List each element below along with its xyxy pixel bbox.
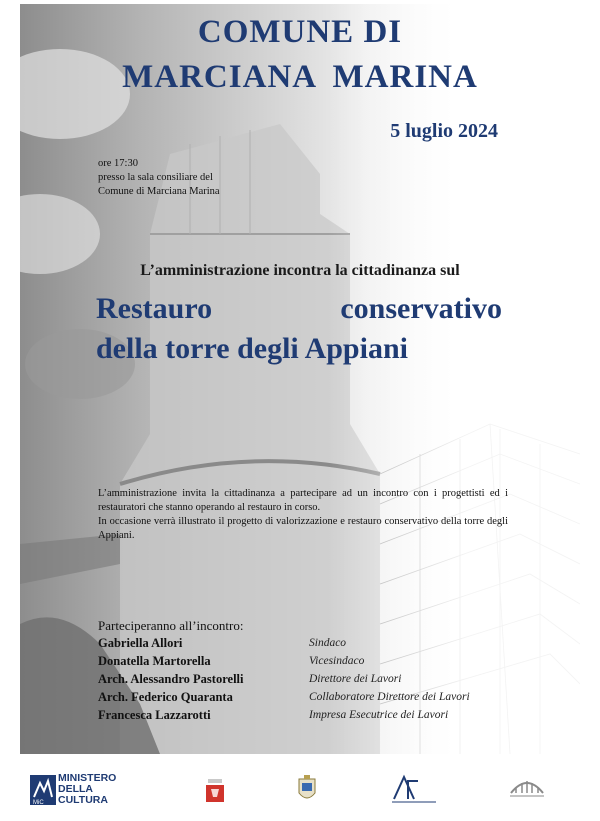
venue-line-2: Comune di Marciana Marina xyxy=(98,186,220,197)
participant-row xyxy=(98,672,518,690)
participant-row xyxy=(98,708,518,726)
event-date: 5 luglio 2024 xyxy=(390,120,498,142)
participant-row xyxy=(98,654,518,672)
description-paragraph-1: L’amministrazione invita la cittadinanza a partecipare ad un incontro con i progettisti ed i restauratori che stanno operando al restauro in corso. xyxy=(98,488,508,513)
venue-block xyxy=(98,157,220,199)
architetto-pastorelli-logo xyxy=(390,773,438,805)
participant-name: Francesca Lazzarotti xyxy=(98,708,211,722)
poster xyxy=(20,4,580,754)
mic-mark-text: MiC xyxy=(33,800,44,805)
participant-name: Gabriella Allori xyxy=(98,636,183,650)
restauro-company-logo xyxy=(507,773,547,805)
logo-strip xyxy=(0,765,600,815)
main-title-word-2: conservativo xyxy=(340,292,502,325)
participant-role: Direttore dei Lavori xyxy=(309,673,402,685)
participant-name: Arch. Federico Quaranta xyxy=(98,690,233,704)
mic-line-1: MINISTERO xyxy=(58,772,117,784)
lead-text: L’amministrazione incontra la cittadinanza sul xyxy=(140,262,460,279)
participant-role: Collaboratore Direttore dei Lavori xyxy=(309,691,470,703)
main-title-word-1: Restauro xyxy=(96,292,213,325)
participants-list xyxy=(98,636,518,726)
header-line-2: MARCIANA MARINA xyxy=(122,59,478,95)
participant-name: Donatella Martorella xyxy=(98,654,211,668)
participants-heading: Parteciperanno all’incontro: xyxy=(98,618,244,633)
mic-line-2: DELLA xyxy=(58,783,93,795)
participant-name: Arch. Alessandro Pastorelli xyxy=(98,672,244,686)
participant-role: Vicesindaco xyxy=(309,655,365,667)
participant-row xyxy=(98,636,518,654)
regione-toscana-logo xyxy=(205,777,225,803)
ministero-cultura-logo xyxy=(30,773,130,809)
participant-row xyxy=(98,690,518,708)
mic-emblem-icon xyxy=(30,775,56,805)
venue-line-1: presso la sala consiliare del xyxy=(98,172,213,183)
comune-crest-logo xyxy=(296,775,318,805)
main-title-line-1 xyxy=(96,292,502,326)
main-title-line-2: della torre degli Appiani xyxy=(96,332,408,365)
mic-wordmark xyxy=(58,773,116,806)
mic-line-3: CULTURA xyxy=(58,794,108,806)
description xyxy=(98,487,508,543)
header-line-1: COMUNE DI xyxy=(197,14,403,50)
description-paragraph-2: In occasione verrà illustrato il progetto di valorizzazione e restauro conservativo della torre degli Appiani. xyxy=(98,516,508,541)
event-time: ore 17:30 xyxy=(98,158,138,169)
participant-role: Impresa Esecutrice dei Lavori xyxy=(309,709,449,721)
participant-role: Sindaco xyxy=(309,637,347,649)
